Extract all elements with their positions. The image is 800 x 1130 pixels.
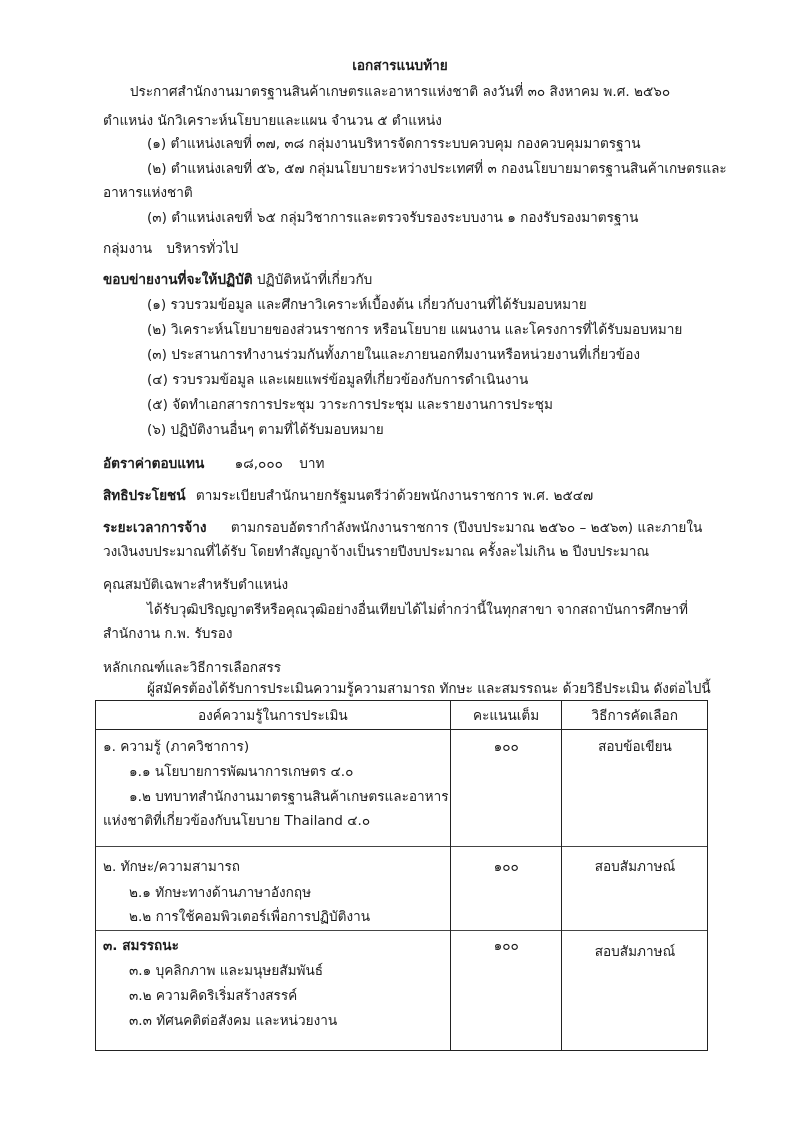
position-item-1: (๑) ตำแหน่งเลขที่ ๓๗, ๓๘ กลุ่มงานบริหารจัดการระบบควบคุม กองควบคุมมาตรฐาน [147,136,641,152]
compensation-amount: ๑๘,๐๐๐ [234,456,283,472]
position-line [103,112,442,130]
group-2-title: ๒. ทักษะ/ความสามารถ [103,859,241,875]
compensation-line [103,455,325,473]
assessment-table [95,700,708,1051]
benefits-line [103,487,593,505]
group-1-method: สอบข้อเขียน [598,739,672,755]
row-divider-1 [451,846,562,847]
table-body-row [96,730,708,1051]
row-divider-2 [96,930,450,931]
row-divider-2 [562,930,707,931]
group-2-item-2: ๒.๒ การใช้คอมพิวเตอร์เพื่อการปฏิบัติงาน [129,909,371,925]
scope-item-5: (๕) จัดทำเอกสารการประชุม วาระการประชุม และรายงานการประชุม [147,397,553,413]
group-2-score: ๑๐๐ [493,859,519,875]
group-3-method: สอบสัมภาษณ์ [594,944,676,960]
group-3-score: ๑๐๐ [493,938,519,954]
compensation-label: อัตราค่าตอบแทน [103,456,205,472]
group-3-title: ๓. สมรรถนะ [103,938,179,954]
qualification-label: คุณสมบัติเฉพาะสำหรับตำแหน่ง [103,577,289,593]
scope-item-2: (๒) วิเคราะห์นโยบายของส่วนราชการ หรือนโยบาย แผนงาน และโครงการที่ได้รับมอบหมาย [147,322,683,338]
workgroup-label: กลุ่มงาน [103,241,153,257]
table-header-topic: องค์ความรู้ในการประเมิน [96,701,451,730]
term-line-2: วงเงินงบประมาณที่ได้รับ โดยทำสัญญาจ้างเป็นรายปีงบประมาณ ครั้งละไม่เกิน ๒ ปีงบประมาณ [103,544,650,560]
scope-value: ปฏิบัติหน้าที่เกี่ยวกับ [256,272,373,288]
document-title: เอกสารแนบท้าย [352,58,448,74]
benefits-label: สิทธิประโยชน์ [103,488,186,504]
position-value: นักวิเคราะห์นโยบายและแผน จำนวน ๕ ตำแหน่ง [157,113,442,129]
workgroup-line [103,240,238,258]
group-1-title: ๑. ความรู้ (ภาควิชาการ) [103,739,250,755]
qualification-line-2: สำนักงาน ก.พ. รับรอง [103,626,233,642]
group-2-item-1: ๒.๑ ทักษะทางด้านภาษาอังกฤษ [129,885,312,901]
group-3-item-2: ๓.๒ ความคิดริเริ่มสร้างสรรค์ [129,988,298,1004]
scope-item-6: (๖) ปฏิบัติงานอื่นๆ ตามที่ได้รับมอบหมาย [147,422,384,438]
term-line [103,519,702,537]
position-item-3: (๓) ตำแหน่งเลขที่ ๖๕ กลุ่มวิชาการและตรวจรับรองระบบงาน ๑ กองรับรองมาตรฐาน [147,210,639,226]
table-header-score: คะแนนเต็ม [450,701,562,730]
group-1-item-1: ๑.๑ นโยบายการพัฒนาการเกษตร ๔.๐ [129,764,354,780]
benefits-value: ตามระเบียบสำนักนายกรัฐมนตรีว่าด้วยพนักงานราชการ พ.ศ. ๒๕๔๗ [195,488,594,504]
term-line-1: ตามกรอบอัตรากำลังพนักงานราชการ (ปีงบประมาณ ๒๕๖๐ – ๒๕๖๓) และภายใน [230,520,703,536]
table-header-row [96,701,708,730]
scope-item-3: (๓) ประสานการทำงานร่วมกันทั้งภายในและภายนอกทีมงานหรือหน่วยงานที่เกี่ยวข้อง [147,347,640,363]
position-label: ตำแหน่ง [103,113,154,129]
group-1-score: ๑๐๐ [493,739,519,755]
scope-line [103,271,372,289]
row-divider-2 [451,930,562,931]
scope-label: ขอบข่ายงานที่จะให้ปฏิบัติ [103,272,253,288]
group-1-item-2-continued: แห่งชาติที่เกี่ยวข้องกับนโยบาย Thailand ๔.๐ [103,813,371,829]
methods-cell [562,730,707,1050]
topics-cell [96,730,450,1050]
scope-item-4: (๔) รวบรวมข้อมูล และเผยแพร่ข้อมูลที่เกี่ยวข้องกับการดำเนินงาน [147,372,529,388]
term-label: ระยะเวลาการจ้าง [103,520,207,536]
selection-intro: ผู้สมัครต้องได้รับการประเมินความรู้ความสามารถ ทักษะ และสมรรถนะ ด้วยวิธีประเมิน ดังต่อไปนี้ [147,681,711,697]
table-header-method: วิธีการคัดเลือก [562,701,708,730]
group-1-item-2: ๑.๒ บทบาทสำนักงานมาตรฐานสินค้าเกษตรและอาหาร [129,789,449,805]
position-item-2-continued: อาหารแห่งชาติ [103,185,193,201]
document-subtitle: ประกาศสำนักงานมาตรฐานสินค้าเกษตรและอาหารแห่งชาติ ลงวันที่ ๓๐ สิงหาคม พ.ศ. ๒๕๖๐ [129,84,671,100]
group-2-method: สอบสัมภาษณ์ [594,859,676,875]
workgroup-value: บริหารทั่วไป [166,241,239,257]
position-item-2: (๒) ตำแหน่งเลขที่ ๕๖, ๕๗ กลุ่มนโยบายระหว่างประเทศที่ ๓ กองนโยบายมาตรฐานสินค้าเกษตรและ [147,161,727,177]
compensation-unit: บาท [299,456,325,472]
group-3-item-1: ๓.๑ บุคลิกภาพ และมนุษยสัมพันธ์ [129,963,324,979]
group-3-item-3: ๓.๓ ทัศนคติต่อสังคม และหน่วยงาน [129,1013,338,1029]
qualification-line-1: ได้รับวุฒิปริญญาตรีหรือคุณวุฒิอย่างอื่นเทียบได้ไม่ต่ำกว่านี้ในทุกสาขา จากสถาบันการศึกษาที่ [147,602,688,618]
row-divider-1 [96,846,450,847]
selection-label: หลักเกณฑ์และวิธีการเลือกสรร [103,660,282,676]
scope-item-1: (๑) รวบรวมข้อมูล และศึกษาวิเคราะห์เบื้องต้น เกี่ยวกับงานที่ได้รับมอบหมาย [147,297,587,313]
scores-cell [451,730,562,1050]
row-divider-1 [562,846,707,847]
